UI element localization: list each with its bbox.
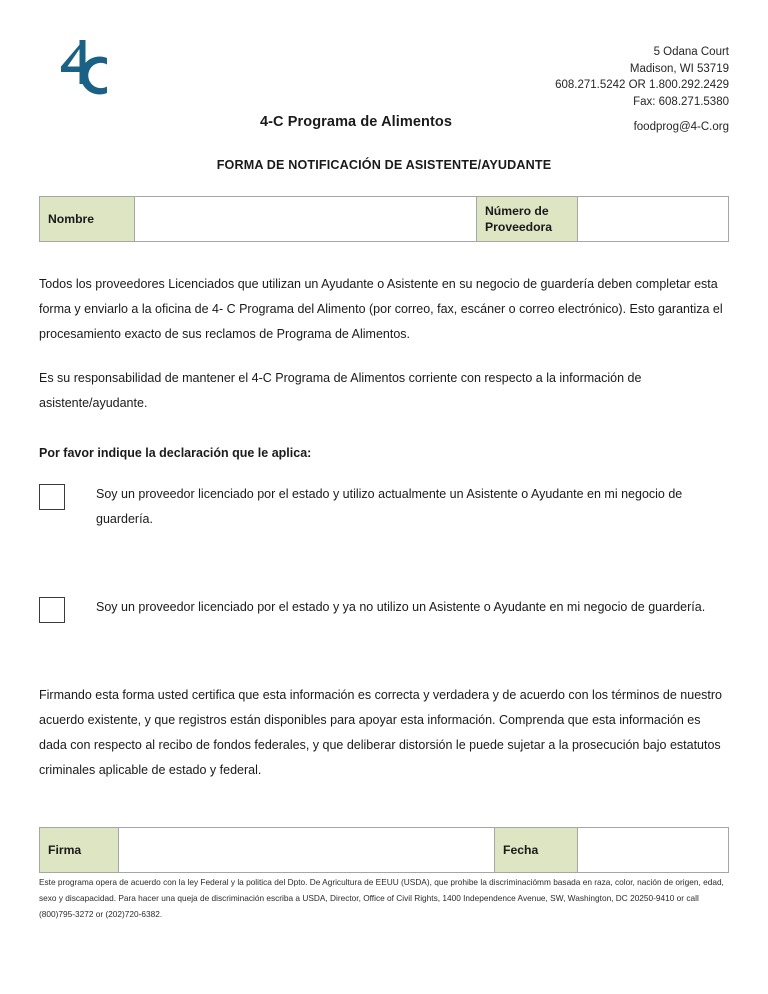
certification-paragraph: Firmando esta forma usted certifica que esta información es correcta y verdadera y de acuerdo con los términos de nuestro acuerdo existente, y que registros están disponibles para apoyar esta información. Comprenda que esta información es dada con respecto al recibo de fondos federales, y que deliberar distorsión le puede sujetar a la prosecución bajo estatutos criminales aplicable de estado y federal. (39, 688, 722, 777)
firma-label: Firma (40, 828, 119, 873)
contact-address-line2: Madison, WI 53719 (629, 62, 729, 75)
spacer (39, 783, 729, 827)
numero-proveedora-input-field[interactable] (578, 197, 729, 242)
numero-proveedora-label: Número de Proveedora (477, 197, 578, 242)
footer-legal-notice: Este programa opera de acuerdo con la ley Federal y la politica del Dpto. De Agricultura de EEUU (USDA), que prohibe la discriminaciómm basada en raza, color, nación de origen, edad, sexo y discapacidad. Para hacer una queja de discriminación escriba a USDA, Director, Office of Civil Rights, 1400 Independence Avenue, SW, Washington, DC 20250-9410 or call (800)795-3272 or (202)720-6382. (39, 877, 724, 919)
table-row (40, 197, 729, 242)
declaration-option-1[interactable] (39, 482, 729, 532)
contact-phone: 608.271.5242 OR 1.800.292.2429 (555, 79, 729, 91)
instruction-heading: Por favor indique la declaración que le aplica: (39, 446, 312, 460)
contact-block (529, 34, 729, 136)
body-paragraph-1: Todos los proveedores Licenciados que utilizan un Ayudante o Asistente en su negocio de guardería deben completar esta forma y enviarlo a la oficina de 4- C Programa del Alimento (por correo, fax, escáner o correo electrónico). Esto garantiza el procesamiento exacto de sus reclamos de Programa de Alimentos. (39, 277, 723, 341)
organization-title: 4-C Programa de Alimentos (259, 114, 453, 130)
contact-fax: Fax: 608.271.5380 (633, 95, 729, 108)
document-header (39, 0, 729, 133)
declaration-option-1-label: Soy un proveedor licenciado por el estado y utilizo actualmente un Asistente o Ayudante en mi negocio de guardería. (96, 487, 683, 526)
org-title-wrap (195, 34, 529, 132)
body-text-block (39, 272, 729, 416)
four-c-logo-icon (55, 36, 127, 108)
firma-input-field[interactable] (119, 828, 495, 873)
table-row (40, 828, 729, 873)
logo-block (39, 34, 195, 108)
fecha-input-field[interactable] (578, 828, 729, 873)
checkbox-option-2-icon[interactable] (39, 597, 65, 623)
fecha-label: Fecha (495, 828, 578, 873)
name-provider-table (39, 196, 729, 242)
nombre-label: Nombre (40, 197, 135, 242)
checkbox-option-1-icon[interactable] (39, 484, 65, 510)
contact-email: foodprog@4-C.org (633, 121, 729, 133)
nombre-input-field[interactable] (135, 197, 477, 242)
declaration-options (39, 482, 729, 623)
contact-address-line1: 5 Odana Court (653, 46, 729, 58)
page-title: FORMA DE NOTIFICACIÓN DE ASISTENTE/AYUDANTE (216, 158, 552, 172)
signature-date-table (39, 827, 729, 873)
body-paragraph-2: Es su responsabilidad de mantener el 4-C Programa de Alimentos corriente con respecto a la información de asistente/ayudante. (39, 371, 642, 410)
declaration-option-2[interactable] (39, 595, 729, 623)
declaration-option-2-label: Soy un proveedor licenciado por el estado y ya no utilizo un Asistente o Ayudante en mi negocio de guardería. (96, 600, 706, 614)
